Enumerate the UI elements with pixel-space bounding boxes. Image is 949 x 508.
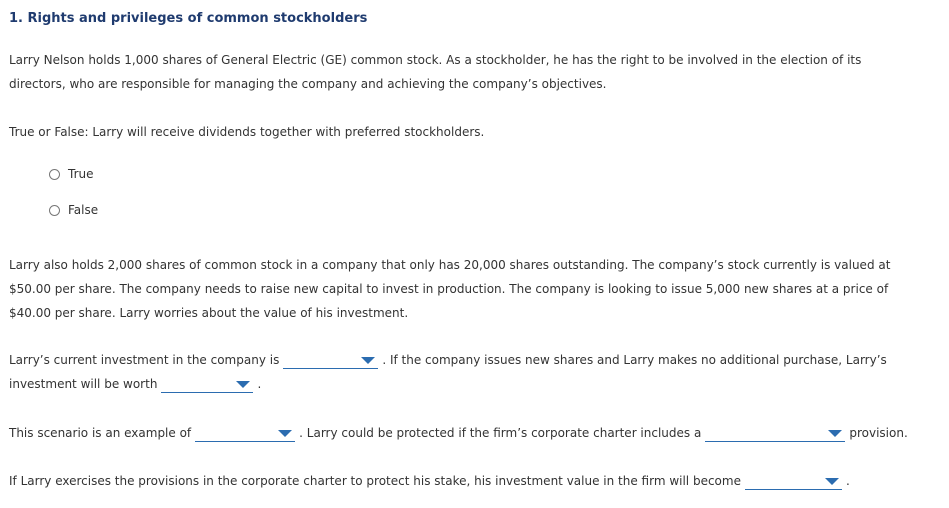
radio-button-icon[interactable] bbox=[49, 205, 60, 216]
dropdown-arrow-icon bbox=[278, 430, 292, 437]
statement-2-before-text: This scenario is an example of bbox=[9, 426, 192, 440]
charter-provision-dropdown[interactable] bbox=[705, 425, 845, 442]
statement-2-end-text: provision. bbox=[849, 426, 908, 440]
scenario-example-dropdown[interactable] bbox=[195, 425, 295, 442]
true-false-prompt: True or False: Larry will receive dividends together with preferred stockholders. bbox=[9, 125, 485, 139]
statement-1-middle-text: . If the company issues new shares and Larry makes no additional purchase, Larry’s bbox=[382, 353, 887, 367]
intro-paragraph: Larry Nelson holds 1,000 shares of General Electric (GE) common stock. As a stockholder, he has the right to be involved in the election of its directors, who are responsible for managing the company and achieving the company’s objectives. bbox=[9, 53, 862, 91]
statement-1-before-text: Larry’s current investment in the company is bbox=[9, 353, 280, 367]
dropdown-arrow-icon bbox=[236, 381, 250, 388]
current-investment-dropdown[interactable] bbox=[283, 352, 378, 369]
radio-label-false: False bbox=[68, 203, 99, 217]
radio-label-true: True bbox=[68, 167, 94, 181]
statement-2-middle-text: . Larry could be protected if the firm’s corporate charter includes a bbox=[299, 426, 702, 440]
statement-1-end-text: . bbox=[257, 377, 262, 391]
statement-3-end-text: . bbox=[845, 474, 850, 488]
radio-button-icon[interactable] bbox=[49, 169, 60, 180]
dropdown-arrow-icon bbox=[361, 357, 375, 364]
scenario-paragraph: Larry also holds 2,000 shares of common stock in a company that only has 20,000 shares outstanding. The company’s stock currently is valued at $50.00 per share. The company needs to raise new capital to invest in production. The company is looking to issue 5,000 new shares at a price of $40.00 per share. Larry worries about the value of his investment. bbox=[9, 258, 891, 320]
statement-3-line bbox=[9, 469, 850, 493]
radio-option-false[interactable] bbox=[49, 201, 98, 219]
statement-1-line-2 bbox=[9, 372, 261, 396]
statement-2-line bbox=[9, 421, 908, 445]
question-title: 1. Rights and privileges of common stockholders bbox=[9, 11, 368, 26]
statement-1-line-1 bbox=[9, 348, 887, 372]
dropdown-arrow-icon bbox=[828, 430, 842, 437]
dropdown-arrow-icon bbox=[825, 478, 839, 485]
radio-option-true[interactable] bbox=[49, 165, 94, 183]
statement-1-line2-text: investment will be worth bbox=[9, 377, 158, 391]
statement-3-before-text: If Larry exercises the provisions in the corporate charter to protect his stake, his investment value in the firm will become bbox=[9, 474, 741, 488]
future-investment-dropdown[interactable] bbox=[161, 376, 253, 393]
protected-value-dropdown[interactable] bbox=[745, 473, 842, 490]
